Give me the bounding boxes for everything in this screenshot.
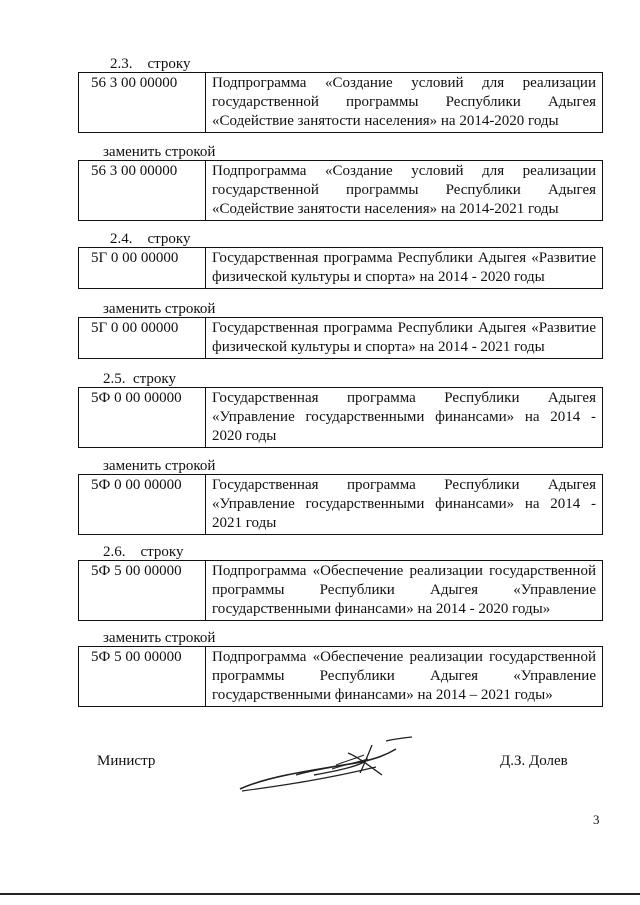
description-line: государственной программы Республики Адыгея — [212, 182, 596, 198]
budget-code: 5Ф 5 00 00000 — [79, 647, 206, 706]
description-line: государственными финансами» на 2014 – 2021 годы» — [212, 687, 553, 703]
section-label: заменить строкой — [103, 630, 216, 646]
program-description — [206, 248, 602, 288]
program-description — [206, 161, 602, 220]
budget-code: 56 3 00 00000 — [79, 73, 206, 132]
section-label: заменить строкой — [103, 458, 216, 474]
scan-edge-line — [0, 893, 640, 895]
budget-code: 5Ф 5 00 00000 — [79, 561, 206, 620]
description-line: физической культуры и спорта» на 2014 - 2020 годы — [212, 269, 545, 285]
section-label: 2.5. строку — [103, 371, 176, 387]
description-line: физической культуры и спорта» на 2014 - 2021 годы — [212, 339, 545, 355]
section-label: 2.4. строку — [110, 231, 191, 247]
description-line: Государственная программа Республики Адыгея «Развитие — [212, 320, 596, 336]
budget-code: 5Ф 0 00 00000 — [79, 388, 206, 447]
description-line: государственной программы Республики Адыгея — [212, 94, 596, 110]
amendment-table — [78, 560, 603, 621]
description-line: Государственная программа Республики Адыгея «Развитие — [212, 250, 596, 266]
section-label: заменить строкой — [103, 144, 216, 160]
signatory-name: Д.З. Долев — [500, 753, 568, 769]
program-description — [206, 475, 602, 534]
description-line: «Управление государственными финансами» на 2014 - — [212, 496, 596, 512]
program-description — [206, 561, 602, 620]
page-number: 3 — [593, 812, 600, 827]
budget-code: 56 3 00 00000 — [79, 161, 206, 220]
description-line: Государственная программа Республики Адыгея — [212, 390, 596, 406]
amendment-table — [78, 72, 603, 133]
description-line: 2020 годы — [212, 428, 277, 444]
budget-code: 5Г 0 00 00000 — [79, 318, 206, 358]
program-description — [206, 318, 602, 358]
section-label: 2.3. строку — [110, 56, 191, 72]
description-line: программы Республики Адыгея «Управление — [212, 582, 596, 598]
program-description — [206, 388, 602, 447]
description-line: Подпрограмма «Создание условий для реализации — [212, 163, 596, 179]
description-line: «Управление государственными финансами» на 2014 - — [212, 409, 596, 425]
description-line: Подпрограмма «Создание условий для реализации — [212, 75, 596, 91]
description-line: «Содействие занятости населения» на 2014-2021 годы — [212, 201, 559, 217]
signatory-position: Министр — [97, 753, 156, 769]
section-label: заменить строкой — [103, 301, 216, 317]
description-line: государственными финансами» на 2014 - 2020 годы» — [212, 601, 551, 617]
description-line: Государственная программа Республики Адыгея — [212, 477, 596, 493]
description-line: Подпрограмма «Обеспечение реализации государственной — [212, 563, 596, 579]
amendment-table — [78, 474, 603, 535]
description-line: программы Республики Адыгея «Управление — [212, 668, 596, 684]
budget-code: 5Г 0 00 00000 — [79, 248, 206, 288]
program-description — [206, 73, 602, 132]
amendment-table — [78, 247, 603, 289]
description-line: «Содействие занятости населения» на 2014-2020 годы — [212, 113, 559, 129]
handwritten-signature — [236, 735, 416, 795]
amendment-table — [78, 160, 603, 221]
budget-code: 5Ф 0 00 00000 — [79, 475, 206, 534]
amendment-table — [78, 387, 603, 448]
amendment-table — [78, 317, 603, 359]
section-label: 2.6. строку — [103, 544, 184, 560]
description-line: 2021 годы — [212, 515, 277, 531]
program-description — [206, 647, 602, 706]
amendment-table — [78, 646, 603, 707]
description-line: Подпрограмма «Обеспечение реализации государственной — [212, 649, 596, 665]
